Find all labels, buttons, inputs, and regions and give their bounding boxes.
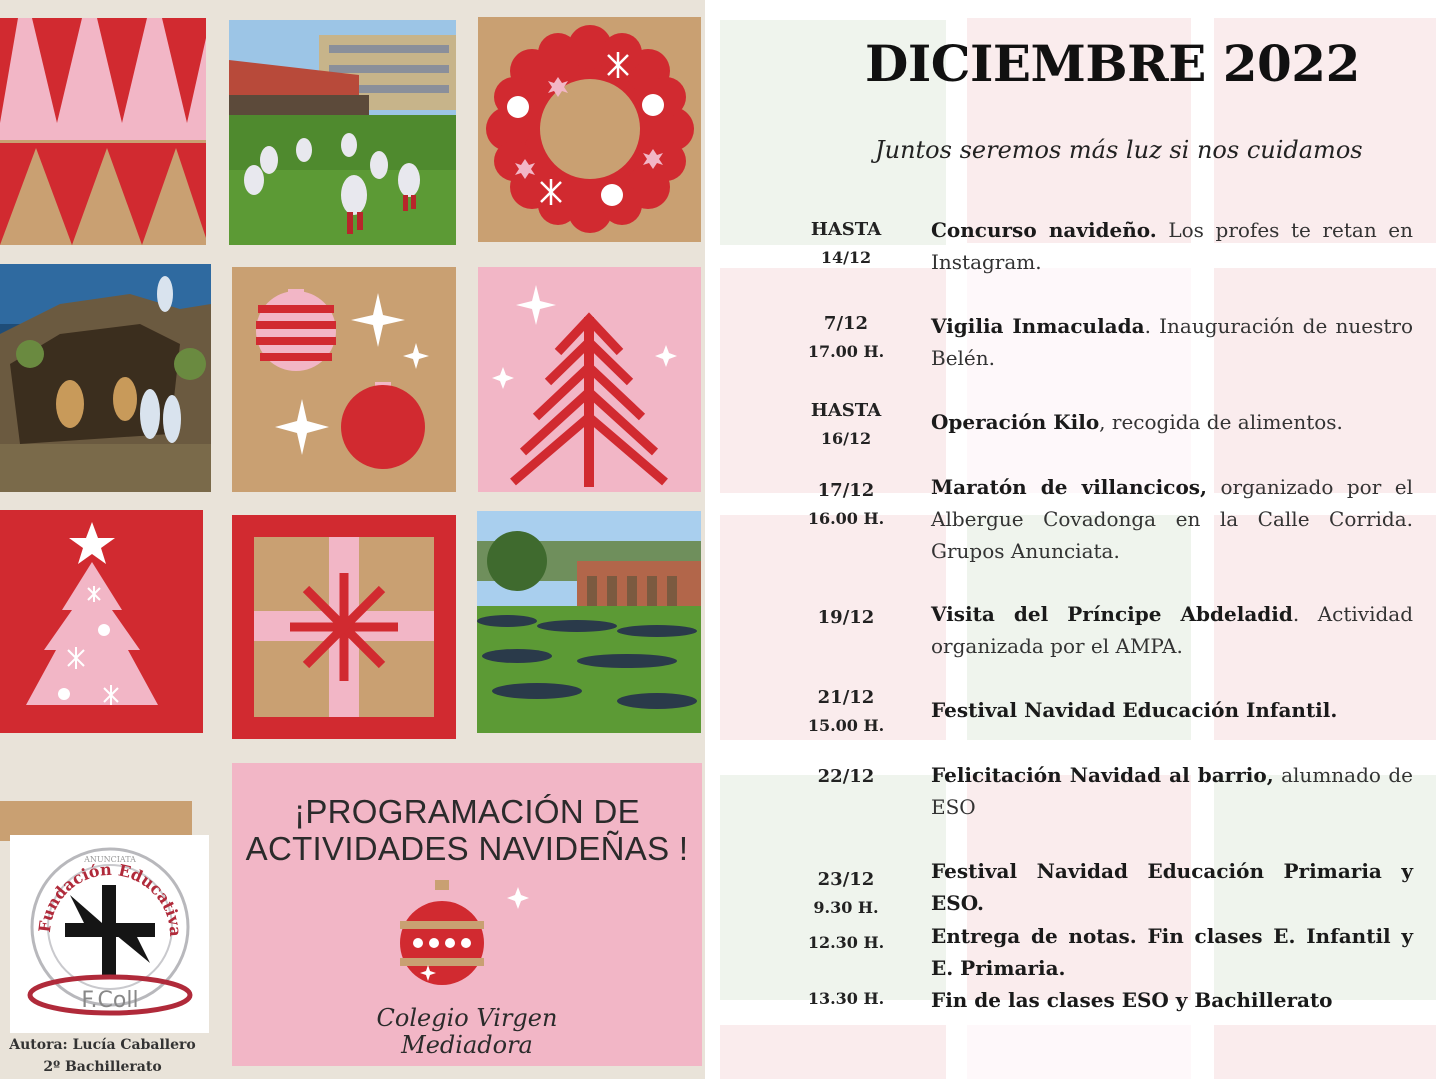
school-name-line2: Mediadora bbox=[401, 1031, 533, 1059]
foundation-logo bbox=[10, 835, 209, 1033]
event-date-sub: 16.00 H. bbox=[807, 509, 885, 528]
ornaments-tile bbox=[232, 267, 456, 492]
event-description bbox=[931, 855, 1413, 919]
gift-box-tile bbox=[232, 515, 456, 739]
event-title: Vigilia Inmaculada bbox=[931, 314, 1145, 338]
event-title: Maratón de villancicos, bbox=[931, 475, 1208, 499]
calendar-panel bbox=[705, 0, 1441, 1079]
photo-nativity-scene bbox=[0, 264, 211, 492]
logo-top-text: ANUNCIATA bbox=[84, 855, 136, 864]
photo-school-gathering bbox=[477, 511, 701, 733]
event-date-main: 7/12 bbox=[823, 313, 869, 334]
event-date-sub: 9.30 H. bbox=[813, 898, 879, 917]
page-subtitle: Juntos seremos más luz si nos cuidamos bbox=[875, 136, 1363, 164]
event-description bbox=[931, 759, 1413, 823]
page-title: DICIEMBRE 2022 bbox=[865, 34, 1360, 93]
event-description bbox=[931, 406, 1413, 438]
event-description bbox=[931, 598, 1413, 662]
event-date bbox=[786, 929, 906, 957]
event-title: Felicitación Navidad al barrio, bbox=[931, 763, 1274, 787]
event-date-sub: 14/12 bbox=[820, 248, 872, 267]
triangle-pattern-tile bbox=[0, 18, 206, 245]
event-detail: . Inauguración de nuestro Belén. bbox=[931, 314, 1413, 370]
event-description bbox=[931, 694, 1413, 726]
christmas-tree-tile bbox=[0, 510, 203, 733]
event-date bbox=[786, 866, 906, 922]
event-description bbox=[931, 310, 1413, 374]
wreath-tile bbox=[478, 17, 701, 242]
event-description bbox=[931, 984, 1413, 1016]
event-date-sub: 13.30 H. bbox=[807, 989, 885, 1008]
school-name bbox=[232, 1005, 702, 1059]
event-date bbox=[786, 397, 906, 453]
event-detail: organizado por el Albergue Covadonga en la Calle Corrida. Grupos Anunciata. bbox=[931, 475, 1413, 563]
event-title: Entrega de notas. Fin clases E. Infantil y E. Primaria. bbox=[931, 924, 1413, 980]
event-date bbox=[786, 216, 906, 272]
author-course: 2º Bachillerato bbox=[43, 1059, 162, 1075]
event-detail: , recogida de alimentos. bbox=[1099, 410, 1343, 434]
event-title: Festival Navidad Educación Infantil. bbox=[931, 698, 1338, 722]
event-description bbox=[931, 214, 1413, 278]
event-date-main: 21/12 bbox=[817, 687, 875, 708]
event-date bbox=[786, 684, 906, 740]
photo-children-running bbox=[229, 20, 456, 245]
event-title: Fin de las clases ESO y Bachillerato bbox=[931, 988, 1333, 1012]
event-date-sub: 16/12 bbox=[820, 429, 872, 448]
event-date-sub: 12.30 H. bbox=[807, 933, 885, 952]
event-date-main: HASTA bbox=[810, 219, 882, 240]
event-date-main: 19/12 bbox=[817, 607, 875, 628]
school-name-line1: Colegio Virgen bbox=[376, 1004, 558, 1032]
logo-arc-text: Fundación Educativa bbox=[34, 859, 186, 938]
event-detail: alumnado de ESO bbox=[931, 763, 1414, 819]
event-date bbox=[786, 604, 906, 632]
event-date bbox=[786, 310, 906, 366]
author-name: Autora: Lucía Caballero bbox=[9, 1037, 196, 1053]
event-title: Operación Kilo bbox=[931, 410, 1100, 434]
event-date-main: 17/12 bbox=[817, 480, 875, 501]
event-title: Visita del Príncipe Abdeladid bbox=[931, 602, 1293, 626]
event-date-main: HASTA bbox=[810, 400, 882, 421]
event-date bbox=[786, 477, 906, 533]
event-date-sub: 15.00 H. bbox=[807, 716, 885, 735]
event-description bbox=[931, 920, 1413, 984]
event-date-main: 23/12 bbox=[817, 869, 875, 890]
event-detail: Los profes te retan en Instagram. bbox=[931, 218, 1413, 274]
logo-bottom-text: F.Coll bbox=[81, 988, 139, 1013]
event-title: Concurso navideño. bbox=[931, 218, 1157, 242]
pink-tree-tile bbox=[478, 267, 701, 492]
author-credit bbox=[0, 1034, 205, 1078]
poster-left-panel bbox=[0, 0, 705, 1079]
event-title: Festival Navidad Educación Primaria y ESO. bbox=[931, 859, 1413, 915]
event-date-main: 22/12 bbox=[817, 766, 875, 787]
program-title: ¡PROGRAMACIÓN DE ACTIVIDADES NAVIDEÑAS ! bbox=[245, 793, 689, 867]
event-date bbox=[786, 985, 906, 1013]
event-date bbox=[786, 763, 906, 791]
event-detail: . Actividad organizada por el AMPA. bbox=[931, 602, 1413, 658]
event-date-sub: 17.00 H. bbox=[807, 342, 885, 361]
event-description bbox=[931, 471, 1413, 567]
